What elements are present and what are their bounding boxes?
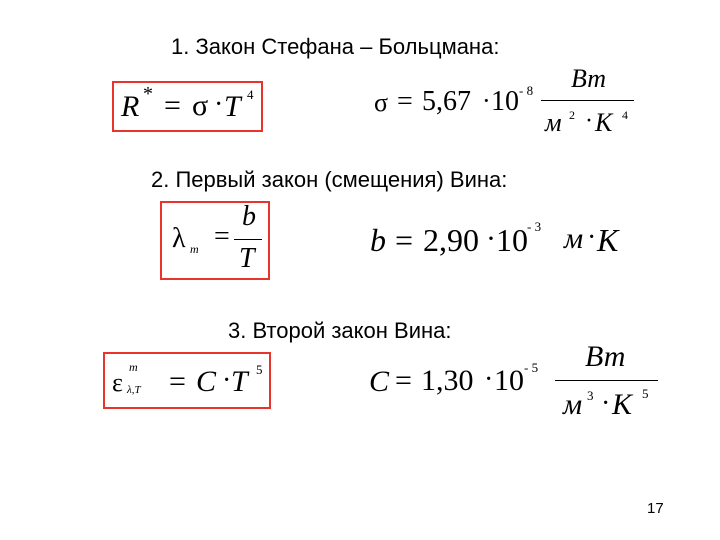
lambda-subscript-m: m (190, 242, 199, 256)
meter-exponent: 2 (569, 108, 575, 122)
fraction-line (234, 239, 262, 240)
power-exponent: - 8 (519, 83, 534, 98)
dot-operator: · (222, 365, 232, 396)
dot-operator: · (486, 222, 496, 255)
sigma-symbol: σ (192, 89, 209, 122)
wien-displacement-formula-box (160, 201, 270, 280)
page-number: 17 (647, 500, 664, 517)
stefan-boltzmann-formula-box (112, 81, 263, 132)
kelvin-exponent: 4 (622, 108, 628, 122)
dot-operator: · (587, 222, 597, 253)
power-exponent: - 5 (524, 360, 539, 375)
c-symbol: C (196, 365, 217, 398)
epsilon-subscript: λ,T (127, 384, 141, 396)
denominator-t: T (239, 243, 255, 274)
dot-operator: · (601, 388, 611, 419)
meter-exponent: 3 (587, 388, 594, 403)
exponent-4: 4 (247, 87, 254, 102)
equals-sign: = (214, 221, 230, 252)
unit-numerator: Вт (571, 64, 606, 93)
t-symbol: T (224, 90, 241, 123)
equals-sign: = (169, 365, 186, 398)
constant-value: 2,90 (423, 222, 479, 258)
power-base: 10 (491, 86, 519, 117)
star-symbol: * (143, 83, 153, 105)
equals-sign: = (395, 364, 412, 397)
unit-kelvin: K (595, 108, 613, 137)
unit-kelvin: K (597, 222, 619, 258)
t-symbol: T (231, 365, 248, 398)
unit-meter: м (564, 222, 584, 255)
section3-heading: 3. Второй закон Вина: (228, 318, 452, 343)
kelvin-exponent: 5 (642, 386, 649, 401)
fraction-line (555, 380, 658, 381)
power-exponent: - 3 (527, 219, 542, 234)
exponent-5: 5 (256, 362, 263, 377)
dot-operator: · (585, 108, 593, 134)
unit-kelvin: K (612, 388, 633, 421)
wien-second-law-formula-box (103, 352, 271, 409)
numerator-b: b (242, 201, 256, 232)
unit-numerator: Вт (585, 340, 626, 373)
section1-heading: 1. Закон Стефана – Больцмана: (171, 34, 500, 59)
constant-value: 1,30 (421, 364, 474, 397)
unit-meter: м (545, 108, 562, 137)
lambda-symbol: λ (172, 223, 186, 254)
epsilon-superscript-m: m (129, 360, 138, 374)
c-symbol: C (369, 365, 390, 398)
power-base: 10 (494, 364, 524, 397)
constant-value: 5,67 (422, 86, 471, 117)
equals-sign: = (397, 86, 413, 117)
fraction-line (541, 100, 634, 101)
r-symbol: R (121, 90, 140, 123)
sigma-symbol: σ (374, 88, 389, 117)
dot-operator: · (484, 364, 494, 395)
equals-sign: = (395, 222, 414, 258)
epsilon-symbol: ε (112, 368, 123, 397)
power-base: 10 (496, 222, 528, 258)
equals-sign: = (164, 89, 181, 122)
b-symbol: b (370, 222, 386, 258)
unit-meter: м (563, 388, 583, 421)
section2-heading: 2. Первый закон (смещения) Вина: (151, 167, 508, 192)
dot-operator: · (214, 89, 224, 120)
dot-operator: · (482, 86, 491, 115)
